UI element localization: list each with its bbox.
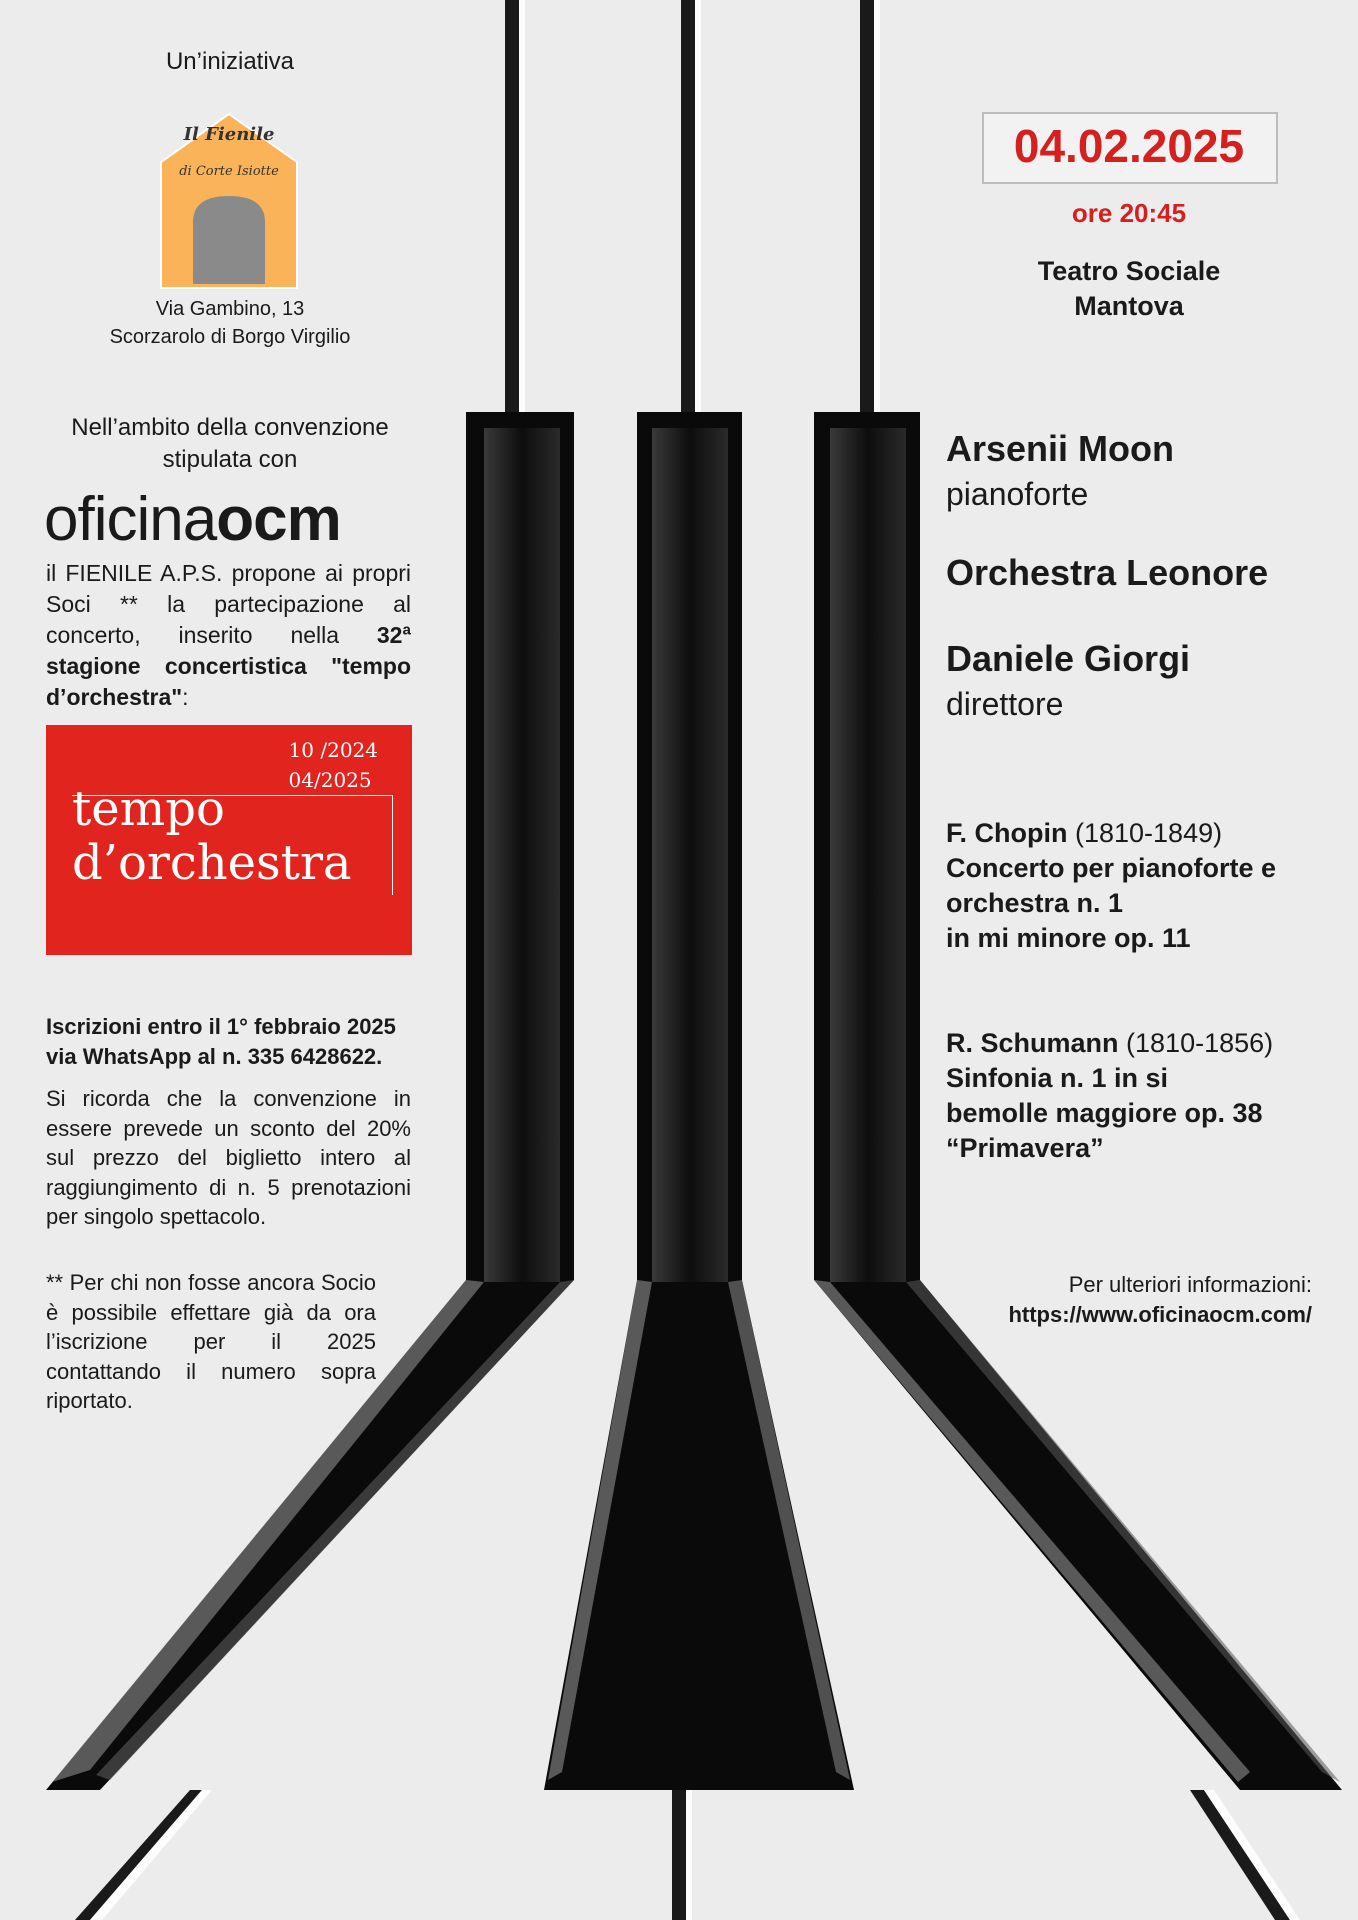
- performer-role: direttore: [946, 686, 1064, 722]
- performer-name: Daniele Giorgi: [946, 638, 1191, 679]
- iscrizioni-whatsapp: via WhatsApp al n. 335 6428622.: [46, 1044, 383, 1069]
- convenzione-line1: Nell’ambito della convenzione: [71, 414, 389, 441]
- tempo-title-tempo: tempo: [72, 781, 225, 837]
- performer-name: Arsenii Moon: [946, 428, 1175, 469]
- tempo-date-start: 10 /2024: [288, 738, 378, 762]
- venue-city: Mantova: [1074, 291, 1184, 321]
- venue-name: Teatro Sociale: [1037, 256, 1221, 286]
- address-town: Scorzarolo di Borgo Virgilio: [109, 326, 351, 348]
- oficinaocm-logo: [44, 485, 414, 554]
- concert-venue: [982, 254, 1276, 324]
- socio-paragraph: ** Per chi non fosse ancora Socio è possibile effettare già da ora l’iscrizione per il 2025 contattando il numero sopra riportato.: [46, 1270, 376, 1413]
- program-item-chopin: [946, 816, 1346, 956]
- logo-text-corte: di Corte Isiotte: [179, 164, 279, 179]
- program-item-schumann: [946, 1026, 1346, 1166]
- propone-text: il FIENILE A.P.S. propone ai propri Soci ** la partecipazione al concerto, inserito nella: [46, 560, 411, 648]
- key-separators-bottom: [75, 1790, 1300, 1920]
- program-work-line: “Primavera”: [946, 1133, 1104, 1163]
- black-key-middle: [544, 412, 854, 1790]
- address-street: Via Gambino, 13: [155, 298, 305, 320]
- propone-season-number: 32ª: [376, 622, 411, 648]
- initiative-label: Un’iniziativa: [165, 48, 295, 75]
- ocm-logo-thin: oficina: [44, 485, 217, 554]
- sconto-paragraph: Si ricorda che la convenzione in essere prevede un sconto del 20% sul prezzo del biglietto intero al raggiungimento di n. 5 prenotazioni per singolo spettacolo.: [46, 1086, 411, 1229]
- program-years: (1810-1849): [1067, 818, 1223, 848]
- program-work-line: bemolle maggiore op. 38: [946, 1098, 1263, 1128]
- tempo-divider-v: [392, 795, 393, 895]
- propone-paragraph: [46, 558, 411, 713]
- convenzione-text: [30, 412, 430, 476]
- program-composer-line: [946, 816, 1346, 851]
- ocm-logo-bold: ocm: [216, 485, 341, 554]
- program-years: (1810-1856): [1118, 1028, 1274, 1058]
- info-label: Per ulteriori informazioni:: [1068, 1272, 1312, 1297]
- info-url-link[interactable]: https://www.oficinaocm.com/: [1008, 1302, 1312, 1327]
- convenzione-line2: stipulata con: [162, 446, 298, 473]
- program-work-line: Concerto per pianoforte e: [946, 853, 1277, 883]
- performer-role: pianoforte: [946, 476, 1089, 512]
- program-work-line: in mi minore op. 11: [946, 923, 1191, 953]
- iscrizioni-info: [46, 1012, 416, 1072]
- tempo-title-orchestra: d’orchestra: [72, 835, 352, 891]
- address: [70, 295, 390, 351]
- program-composer-line: [946, 1026, 1346, 1061]
- program-composer: F. Chopin: [946, 818, 1068, 848]
- iscrizioni-deadline: Iscrizioni entro il 1° febbraio 2025: [46, 1014, 396, 1039]
- concert-time: ore 20:45: [1071, 198, 1187, 228]
- key-separators-top: [505, 0, 880, 415]
- more-info: [900, 1270, 1312, 1330]
- performer-name: Orchestra Leonore: [946, 552, 1269, 593]
- propone-colon: :: [182, 684, 189, 710]
- program-work-line: orchestra n. 1: [946, 888, 1124, 918]
- program-composer: R. Schumann: [946, 1028, 1119, 1058]
- tempo-dates: [289, 735, 378, 795]
- tempo-date-end: 04/2025: [288, 768, 372, 792]
- propone-season-name: stagione concertistica "tempo d’orchestra": [46, 653, 411, 710]
- logo-text-fienile: Il Fienile: [183, 124, 275, 145]
- program-work-line: Sinfonia n. 1 in si: [946, 1063, 1169, 1093]
- concert-date: 04.02.2025: [1013, 120, 1245, 172]
- tempo-orchestra-logo: [46, 725, 412, 955]
